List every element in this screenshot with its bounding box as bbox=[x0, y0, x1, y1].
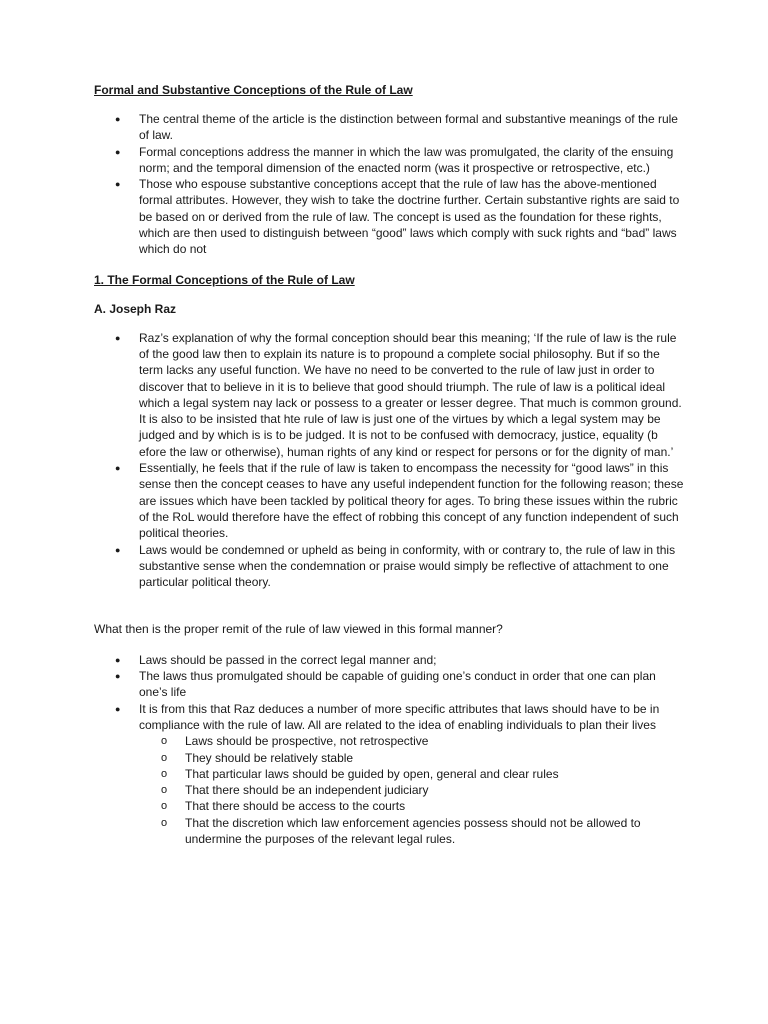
list-item bbox=[94, 668, 684, 701]
list-item-text: That the discretion which law enforcement agencies possess should not be allowed to undermine the purposes of the relevant legal rules. bbox=[185, 815, 641, 846]
list-item-text: Laws should be prospective, not retrospective bbox=[185, 734, 429, 749]
question-paragraph: What then is the proper remit of the rule of law viewed in this formal manner? bbox=[94, 622, 503, 637]
bullet-icon: ● bbox=[115, 114, 121, 124]
list-item bbox=[139, 798, 684, 814]
list-item bbox=[139, 750, 684, 766]
list-item-text: Formal conceptions address the manner in which the law was promulgated, the clarity of the ensuing norm; and the temporal dimension of the enacted norm (was it prospective or retrospective, etc.) bbox=[139, 144, 674, 175]
list-item bbox=[139, 733, 684, 749]
list-item bbox=[94, 111, 684, 144]
intro-bullet-list bbox=[94, 111, 684, 258]
bullet-icon: ● bbox=[115, 146, 121, 157]
list-item bbox=[139, 766, 684, 782]
bullet-icon: ● bbox=[115, 654, 121, 665]
bullet-icon: ● bbox=[115, 671, 121, 682]
section-1a-heading: A. Joseph Raz bbox=[94, 301, 177, 316]
circle-bullet-icon: o bbox=[161, 816, 168, 829]
list-item-text: Essentially, he feels that if the rule of law is taken to encompass the necessity for “good laws” in this sense then the concept ceases to have any useful independent function for the following reason; these are issues which have been tackled by political theory for ages. To bring these issues within the rubric of the RoL would therefore have the effect of robbing this concept of any function independent of such political theories. bbox=[139, 461, 684, 541]
bullet-icon: ● bbox=[115, 332, 121, 343]
document-page bbox=[94, 82, 684, 847]
list-item-text: Raz’s explanation of why the formal conception should bear this meaning; ‘If the rule of law is the rule of the good law then to explain its nature is to propound a complete social philosophy. But if so the term lacks any useful function. We have no need to be converted to the rule of law just in order to discover that to believe in it is to believe that good should triumph. The rule of law is a political ideal which a legal system nay lack or possess to a greater or lesser degree. That much is common ground. It is also to be insisted that hte rule of law is just one of the virtues by which a legal system may be judged and by which is is to be judged. It is not to be confused with democracy, justice, equality (b efore the law or otherwise), human rights of any kind or respect for persons or for the dignity of man.’ bbox=[139, 330, 682, 459]
list-item-text: Laws would be condemned or upheld as being in conformity, with or contrary to, the rule of law in this substantive sense when the condemnation or praise would simply be reflective of attachment to one particular political theory. bbox=[139, 542, 676, 590]
list-item-text: It is from this that Raz deduces a number of more specific attributes that laws should have to be in compliance with the rule of law. All are related to the idea of enabling individuals to plan their lives bbox=[139, 701, 660, 732]
list-item-text: That particular laws should be guided by open, general and clear rules bbox=[185, 766, 559, 781]
list-item bbox=[94, 330, 684, 460]
list-item bbox=[94, 176, 684, 257]
list-item bbox=[94, 652, 684, 668]
circle-bullet-icon: o bbox=[161, 735, 168, 748]
circle-bullet-icon: o bbox=[161, 767, 168, 780]
list-item-text: Laws should be passed in the correct legal manner and; bbox=[139, 652, 437, 667]
list-item-text: That there should be an independent judiciary bbox=[185, 783, 429, 798]
bullet-icon: ● bbox=[115, 463, 121, 474]
remit-bullet-list bbox=[94, 652, 684, 848]
raz-bullet-list bbox=[94, 330, 684, 591]
list-item bbox=[94, 144, 684, 177]
bullet-icon: ● bbox=[115, 179, 121, 190]
list-item-text: They should be relatively stable bbox=[185, 750, 354, 765]
list-item bbox=[139, 815, 684, 848]
list-item-text: That there should be access to the courts bbox=[185, 799, 406, 814]
list-item bbox=[94, 542, 684, 591]
document-title: Formal and Substantive Conceptions of the Rule of Law bbox=[94, 83, 413, 97]
circle-bullet-icon: o bbox=[161, 751, 168, 764]
list-item bbox=[139, 782, 684, 798]
list-item-text: Those who espouse substantive conceptions accept that the rule of law has the above-mentioned formal attributes. However, they wish to take the doctrine further. Certain substantive rights are said to be based on or derived from the rule of law. The concept is used as the foundation for these rights, which are then used to distinguish between “good” laws which comply with suck rights and “bad” laws which do not bbox=[139, 177, 680, 257]
circle-bullet-icon: o bbox=[161, 784, 168, 797]
list-item bbox=[94, 701, 684, 848]
circle-bullet-icon: o bbox=[161, 800, 168, 813]
bullet-icon: ● bbox=[115, 703, 121, 714]
bullet-icon: ● bbox=[115, 544, 121, 555]
list-item-text: The central theme of the article is the distinction between formal and substantive meanings of the rule of law. bbox=[139, 112, 678, 143]
list-item-text: The laws thus promulgated should be capable of guiding one’s conduct in order that one can plan one’s life bbox=[139, 669, 656, 700]
list-item bbox=[94, 460, 684, 541]
attributes-sub-list bbox=[139, 733, 684, 847]
section-1-heading: 1. The Formal Conceptions of the Rule of Law bbox=[94, 272, 355, 287]
